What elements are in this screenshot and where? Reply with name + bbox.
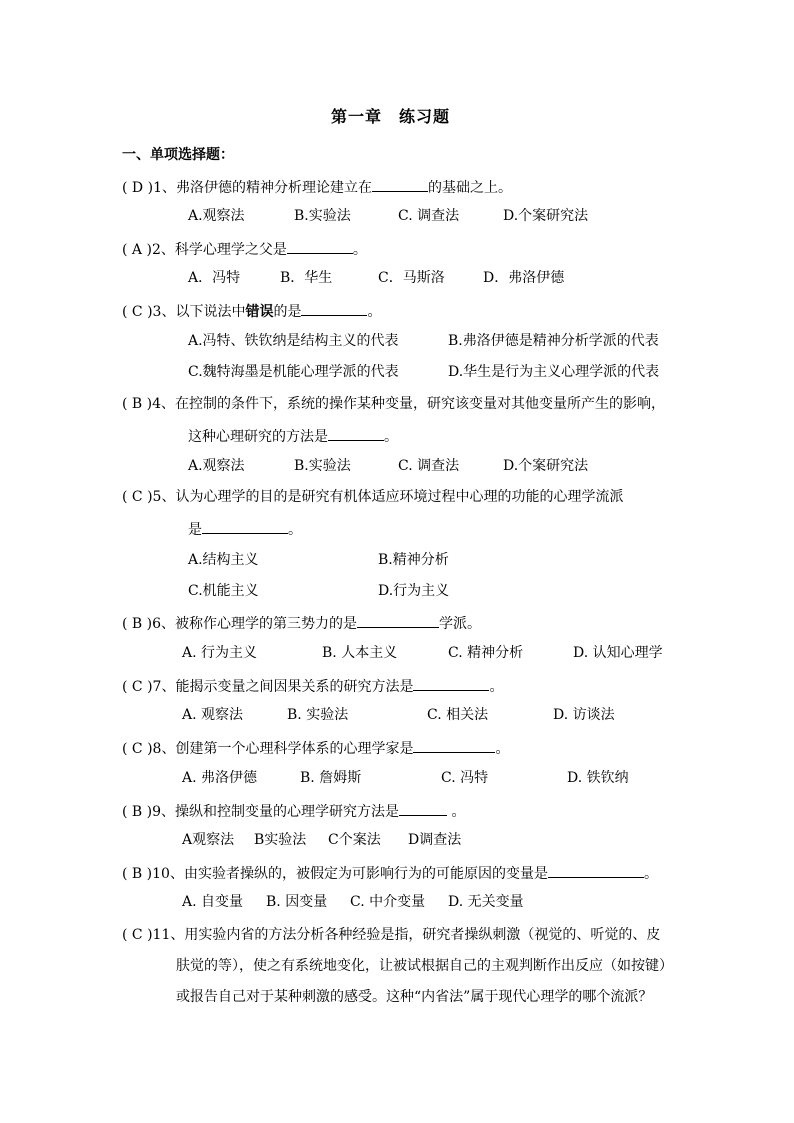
question-11-line-2: 肤觉的等），使之有系统地变化，让被试根据自己的主观判断作出反应（如按键） bbox=[176, 958, 673, 974]
answer-blank bbox=[357, 613, 439, 628]
question-text-end: 。 bbox=[489, 679, 504, 695]
option-c: C. 精神分析 bbox=[448, 645, 524, 661]
option-c: C. 调查法 bbox=[398, 208, 460, 224]
option-d: D. 认知心理学 bbox=[573, 645, 663, 661]
answer-blank bbox=[202, 519, 288, 534]
question-1 bbox=[122, 177, 512, 197]
question-text-end: 的基础之上。 bbox=[427, 180, 512, 196]
question-text-end: 。 bbox=[352, 242, 367, 258]
question-text: 10、由实验者操纵的，被假定为可影响行为的可能原因的变量是 bbox=[152, 866, 548, 882]
question-5 bbox=[122, 488, 623, 506]
question-text-cont: 这种心理研究的方法是 bbox=[188, 429, 328, 445]
question-text-end: 学派。 bbox=[439, 616, 482, 632]
question-text-end: 。 bbox=[495, 741, 510, 757]
question-text-end: 。 bbox=[367, 304, 382, 320]
option-b: B. 詹姆斯 bbox=[300, 770, 362, 786]
option-d: D. 铁钦纳 bbox=[567, 770, 629, 786]
question-text: 2、科学心理学之父是 bbox=[151, 242, 287, 258]
question-4-continued bbox=[188, 426, 398, 446]
option-c: C. 相关法 bbox=[427, 707, 489, 723]
answer-blank bbox=[287, 239, 353, 254]
option-d: D调查法 bbox=[408, 832, 462, 848]
question-text-mid: 的是 bbox=[273, 304, 302, 320]
option-a: A.冯特、铁钦纳是结构主义的代表 bbox=[188, 333, 399, 349]
answer-blank bbox=[328, 426, 384, 441]
option-b: B. 因变量 bbox=[266, 894, 328, 910]
question-9 bbox=[122, 801, 465, 821]
answer-blank bbox=[372, 177, 428, 192]
answer-blank bbox=[301, 301, 367, 316]
answer-mark: ( C ) bbox=[122, 741, 153, 757]
question-7 bbox=[122, 676, 503, 696]
page-title: 第一章 练习题 bbox=[331, 107, 451, 126]
question-11-line-3: 或报告自己对于某种刺激的感受。这种“内省法”属于现代心理学的哪个流派？ bbox=[176, 989, 653, 1005]
option-b: B.实验法 bbox=[294, 458, 351, 474]
option-a: A.结构主义 bbox=[188, 552, 259, 568]
answer-mark: ( B ) bbox=[122, 616, 153, 632]
option-a: A. 观察法 bbox=[182, 707, 244, 723]
option-b: B实验法 bbox=[254, 832, 307, 848]
option-a: A. 行为主义 bbox=[182, 645, 258, 661]
option-a: A．冯特 bbox=[188, 270, 241, 286]
question-6 bbox=[122, 613, 481, 633]
question-3 bbox=[122, 301, 381, 321]
option-b: B．华生 bbox=[280, 270, 333, 286]
option-c: C. 冯特 bbox=[441, 770, 489, 786]
emphasis-text: 错误 bbox=[245, 304, 274, 320]
option-a: A观察法 bbox=[182, 832, 235, 848]
option-d: D.个案研究法 bbox=[503, 208, 589, 224]
question-text: 4、在控制的条件下，系统的操作某种变量，研究该变量对其他变量所产生的影响， bbox=[152, 396, 666, 412]
option-c: C. 中介变量 bbox=[350, 894, 426, 910]
option-c: C.机能主义 bbox=[188, 583, 259, 599]
question-text: 9、操纵和控制变量的心理学研究方法是 bbox=[152, 804, 400, 820]
question-text: 3、以下说法中 bbox=[152, 304, 246, 320]
option-b: B. 人本主义 bbox=[322, 645, 398, 661]
answer-mark: ( C ) bbox=[122, 679, 153, 695]
answer-mark: ( C ) bbox=[122, 489, 153, 505]
option-a: A. 弗洛伊德 bbox=[182, 770, 258, 786]
option-b: B.实验法 bbox=[294, 208, 351, 224]
answer-mark: ( D ) bbox=[122, 180, 154, 196]
section-heading: 一、单项选择题： bbox=[122, 147, 234, 163]
option-c: C．马斯洛 bbox=[378, 270, 445, 286]
option-c: C个案法 bbox=[328, 832, 381, 848]
question-text-end: 。 bbox=[643, 866, 658, 882]
answer-mark: ( B ) bbox=[122, 866, 153, 882]
question-text-end: 。 bbox=[384, 429, 398, 445]
question-10 bbox=[122, 863, 658, 883]
answer-blank bbox=[413, 738, 495, 753]
option-a: A.观察法 bbox=[188, 208, 245, 224]
answer-mark: ( B ) bbox=[122, 804, 153, 820]
option-c: C.魏特海墨是机能心理学派的代表 bbox=[188, 364, 399, 380]
option-a: A. 自变量 bbox=[182, 894, 244, 910]
option-d: D.个案研究法 bbox=[503, 458, 589, 474]
question-text-end: 。 bbox=[447, 804, 466, 820]
option-a: A.观察法 bbox=[188, 458, 245, 474]
option-d: D.行为主义 bbox=[378, 583, 450, 599]
question-text: 5、认为心理学的目的是研究有机体适应环境过程中心理的功能的心理学流派 bbox=[152, 489, 624, 505]
question-text-cont: 是 bbox=[188, 522, 202, 538]
answer-blank bbox=[399, 801, 447, 816]
question-8 bbox=[122, 738, 509, 758]
question-4 bbox=[122, 395, 665, 413]
option-d: D．弗洛伊德 bbox=[483, 270, 565, 286]
option-b: B.精神分析 bbox=[378, 552, 449, 568]
answer-mark: ( C ) bbox=[122, 304, 153, 320]
question-text: 11、用实验内省的方法分析各种经验是指，研究者操纵刺激（视觉的、听觉的、皮 bbox=[152, 927, 661, 943]
question-text-end: 。 bbox=[288, 522, 302, 538]
question-5-continued bbox=[188, 519, 302, 539]
answer-blank bbox=[413, 676, 489, 691]
answer-mark: ( B ) bbox=[122, 396, 153, 412]
option-d: D.华生是行为主义心理学派的代表 bbox=[448, 364, 660, 380]
option-c: C. 调查法 bbox=[398, 458, 460, 474]
answer-mark: ( A ) bbox=[122, 242, 152, 258]
option-d: D. 访谈法 bbox=[553, 707, 615, 723]
option-b: B.弗洛伊德是精神分析学派的代表 bbox=[448, 333, 659, 349]
question-2 bbox=[122, 239, 367, 259]
question-text: 7、能揭示变量之间因果关系的研究方法是 bbox=[152, 679, 414, 695]
answer-blank bbox=[548, 863, 644, 878]
option-b: B. 实验法 bbox=[287, 707, 349, 723]
question-text: 6、被称作心理学的第三势力的是 bbox=[152, 616, 358, 632]
question-text: 1、弗洛伊德的精神分析理论建立在 bbox=[153, 180, 372, 196]
option-d: D. 无关变量 bbox=[448, 894, 524, 910]
answer-mark: ( C ) bbox=[122, 927, 153, 943]
question-11 bbox=[122, 926, 660, 944]
question-text: 8、创建第一个心理科学体系的心理学家是 bbox=[152, 741, 414, 757]
